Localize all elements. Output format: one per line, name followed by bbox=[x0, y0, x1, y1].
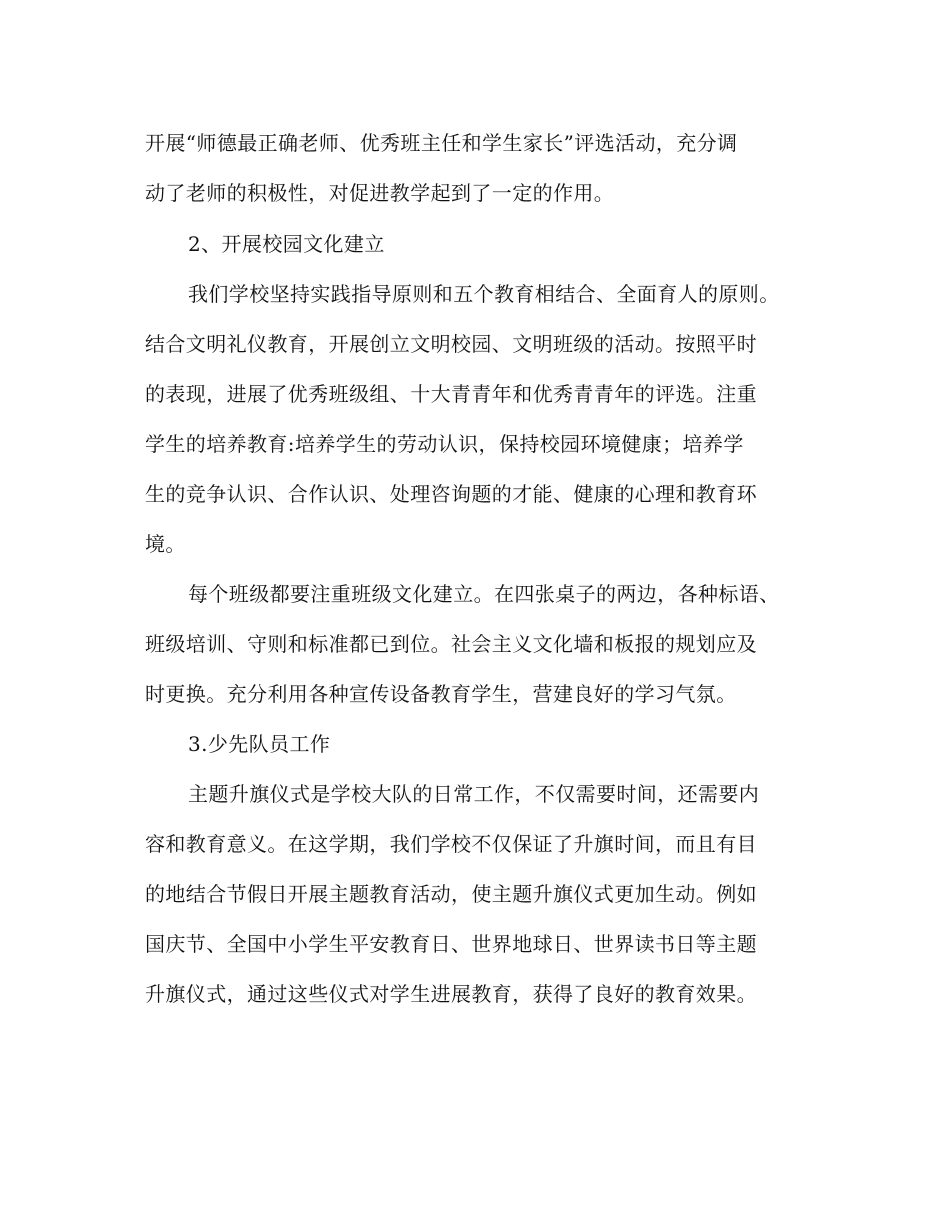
text-line: 我们学校坚持实践指导原则和五个教育相结合、全面育人的原则。 bbox=[188, 282, 780, 306]
text-line: 班级培训、守则和标准都已到位。社会主义文化墙和板报的规划应及 bbox=[145, 632, 757, 656]
text-line: 国庆节、全国中小学生平安教育日、世界地球日、世界读书日等主题 bbox=[145, 932, 757, 956]
text-line: 开展“师德最正确老师、优秀班主任和学生家长”评选活动，充分调 bbox=[145, 131, 738, 155]
text-line: 主题升旗仪式是学校大队的日常工作，不仅需要时间，还需要内 bbox=[188, 782, 760, 806]
text-line: 学生的培养教育:培养学生的劳动认识，保持校园环境健康；培养学 bbox=[145, 432, 744, 456]
section-heading: 2、开展校园文化建立 bbox=[188, 232, 385, 256]
text-line: 容和教育意义。在这学期，我们学校不仅保证了升旗时间，而且有目 bbox=[145, 832, 757, 856]
text-line: 结合文明礼仪教育，开展创立文明校园、文明班级的活动。按照平时 bbox=[145, 332, 757, 356]
text-line: 每个班级都要注重班级文化建立。在四张桌子的两边，各种标语、 bbox=[188, 582, 780, 606]
text-line: 升旗仪式，通过这些仪式对学生进展教育，获得了良好的教育效果。 bbox=[145, 982, 757, 1006]
text-line: 的表现，进展了优秀班级组、十大青青年和优秀青青年的评选。注重 bbox=[145, 382, 757, 406]
section-heading: 3.少先队员工作 bbox=[188, 732, 331, 756]
text-line: 时更换。充分利用各种宣传设备教育学生，营建良好的学习气氛。 bbox=[145, 682, 737, 706]
text-line: 的地结合节假日开展主题教育活动，使主题升旗仪式更加生动。例如 bbox=[145, 882, 757, 906]
text-line: 动了老师的积极性，对促进教学起到了一定的作用。 bbox=[145, 181, 615, 205]
text-line: 生的竞争认识、合作认识、处理咨询题的才能、健康的心理和教育环 bbox=[145, 482, 757, 506]
text-line: 境。 bbox=[145, 532, 186, 556]
